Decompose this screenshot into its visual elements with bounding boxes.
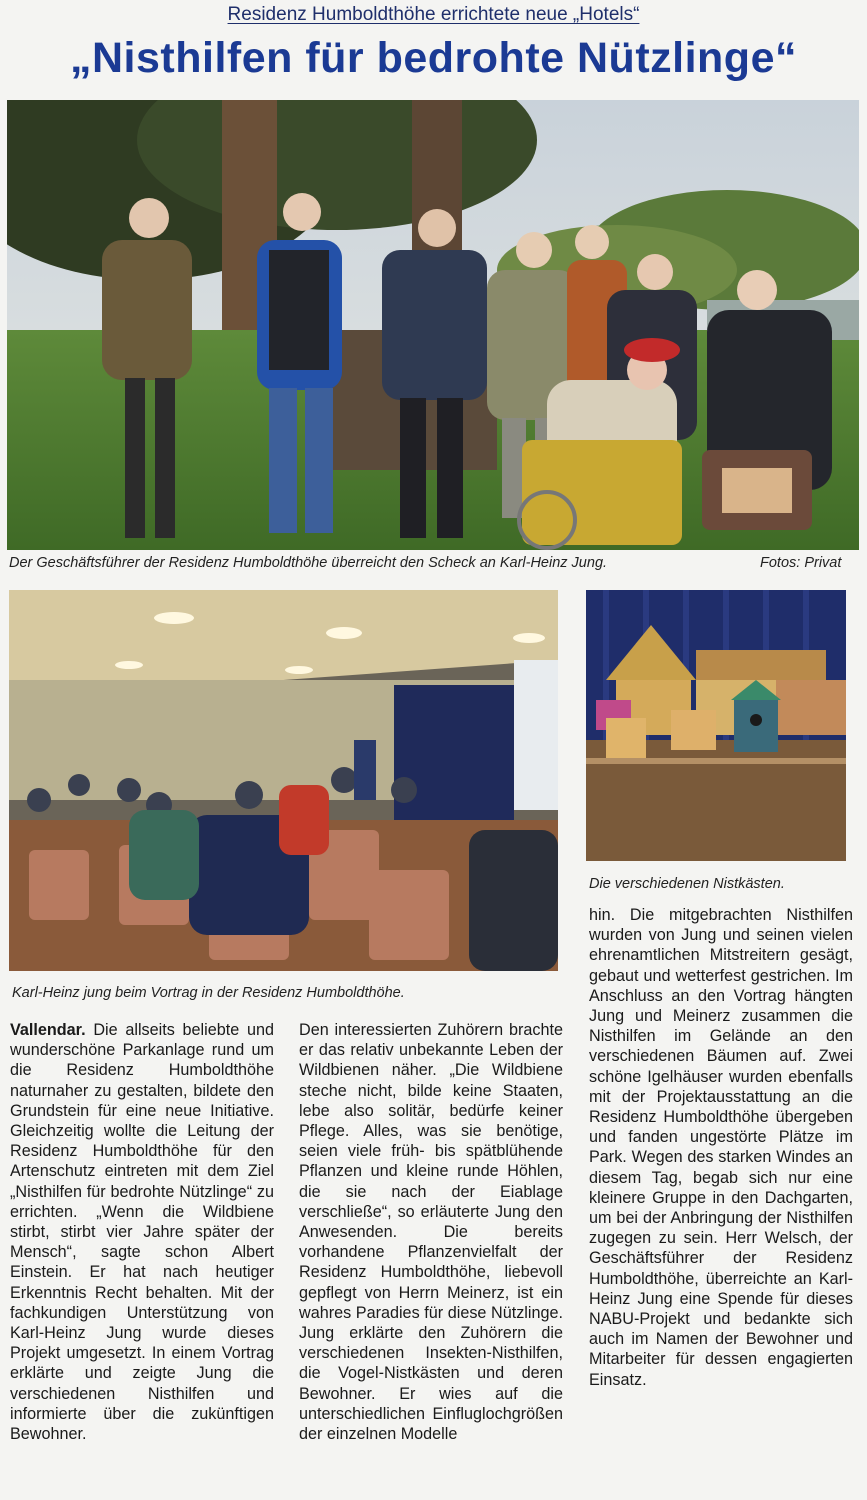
article-column-1 [10, 1020, 274, 1444]
photo-nest-boxes [586, 590, 846, 861]
photo-cheque-caption: Der Geschäftsführer der Residenz Humboldthöhe überreicht den Scheck an Karl-Heinz Jung. [9, 555, 608, 571]
photo-lecture-hall [9, 590, 558, 971]
article-dateline: Vallendar. [10, 1021, 86, 1039]
photo-lecture-caption: Karl-Heinz jung beim Vortrag in der Residenz Humboldthöhe. [12, 985, 405, 1001]
article-column-3 [589, 905, 853, 1390]
photo-nest-boxes-caption: Die verschiedenen Nistkästen. [589, 876, 785, 892]
article-column-2 [299, 1020, 563, 1444]
column-3-text: hin. Die mitgebrachten Nisthilfen wurden von Jung und seinen vielen ehrenamtlichen Mitstreitern gesägt, gebaut und wetterfest gestrichen. Im Anschluss an den Vortrag hängten Jung und Meinerz zusammen die Nisthilfen im Gelände an den verschiedenen Bäumen auf. Zwei schöne Igelhäuser wurden ebenfalls mit der Projektausstattung an die Residenz Humboldthöhe übergeben und fanden ungestörte Plätze im Park. Wegen des starken Windes an diesem Tag, begab sich nur eine kleinere Gruppe in den Dachgarten, um bei der Anbringung der Nisthilfen zugegen zu sein. Herr Welsch, der Geschäftsführer der Residenz Humboldthöhe, überreichte an Karl-Heinz Jung eine Spende für dieses NABU-Projekt und bedankte sich auch im Namen der Bewohner und Mitarbeiter für dessen engagierten Einsatz. [589, 906, 853, 1389]
article-headline: „Nisthilfen für bedrohte Nützlinge“ [70, 34, 797, 82]
photo-credit: Fotos: Privat [760, 555, 842, 571]
column-2-text: Den interessierten Zuhörern brachte er das relativ unbekannte Leben der Wildbienen näher. „Die Wildbiene steche nicht, bilde keine Staaten, lebe also solitär, bedürfe keiner Pflege. Alles, was sie benötige, seien viele früh- bis spätblühende Pflanzen und kleine runde Höhlen, die sie nach der Eiablage verschließe“, so erläuterte Jung den Anwesenden. Die bereits vorhandene Pflanzenvielfalt der Residenz Humboldthöhe, liebevoll gepflegt von Herrn Meinerz, ist ein wahres Paradies für diese Nützlinge. Jung erklärte den Zuhörern die verschiedenen Insekten-Nisthilfen, die Vogel-Nistkästen und deren Bewohner. Er wies auf die unterschiedlichen Einfluglochgrößen der einzelnen Modelle [299, 1021, 563, 1444]
column-1-text: Die allseits beliebte und wunderschöne Parkanlage rund um die Residenz Humboldthöhe naturnaher zu gestalten, bildete den Grundstein für eine neue Initiative. Gleichzeitig wollte die Leitung der Residenz Humboldthöhe für den Artenschutz eintreten mit dem Ziel „Nisthilfen für bedrohte Nützlinge“ zu errichten. „Wenn die Wildbiene stirbt, stirbt vier Jahre später der Mensch“, sagte schon Albert Einstein. Er hat nach heutiger Erkenntnis Recht behalten. Mit der fachkundigen Unterstützung von Karl-Heinz Jung wurde dieses Projekt umgesetzt. In einem Vortrag erklärte und zeigte Jung die verschiedenen Nisthilfen und informierte über die zukünftigen Bewohner. [10, 1021, 274, 1444]
article-kicker: Residenz Humboldthöhe errichtete neue „Hotels“ [227, 4, 640, 25]
photo-cheque-handover [7, 100, 859, 550]
